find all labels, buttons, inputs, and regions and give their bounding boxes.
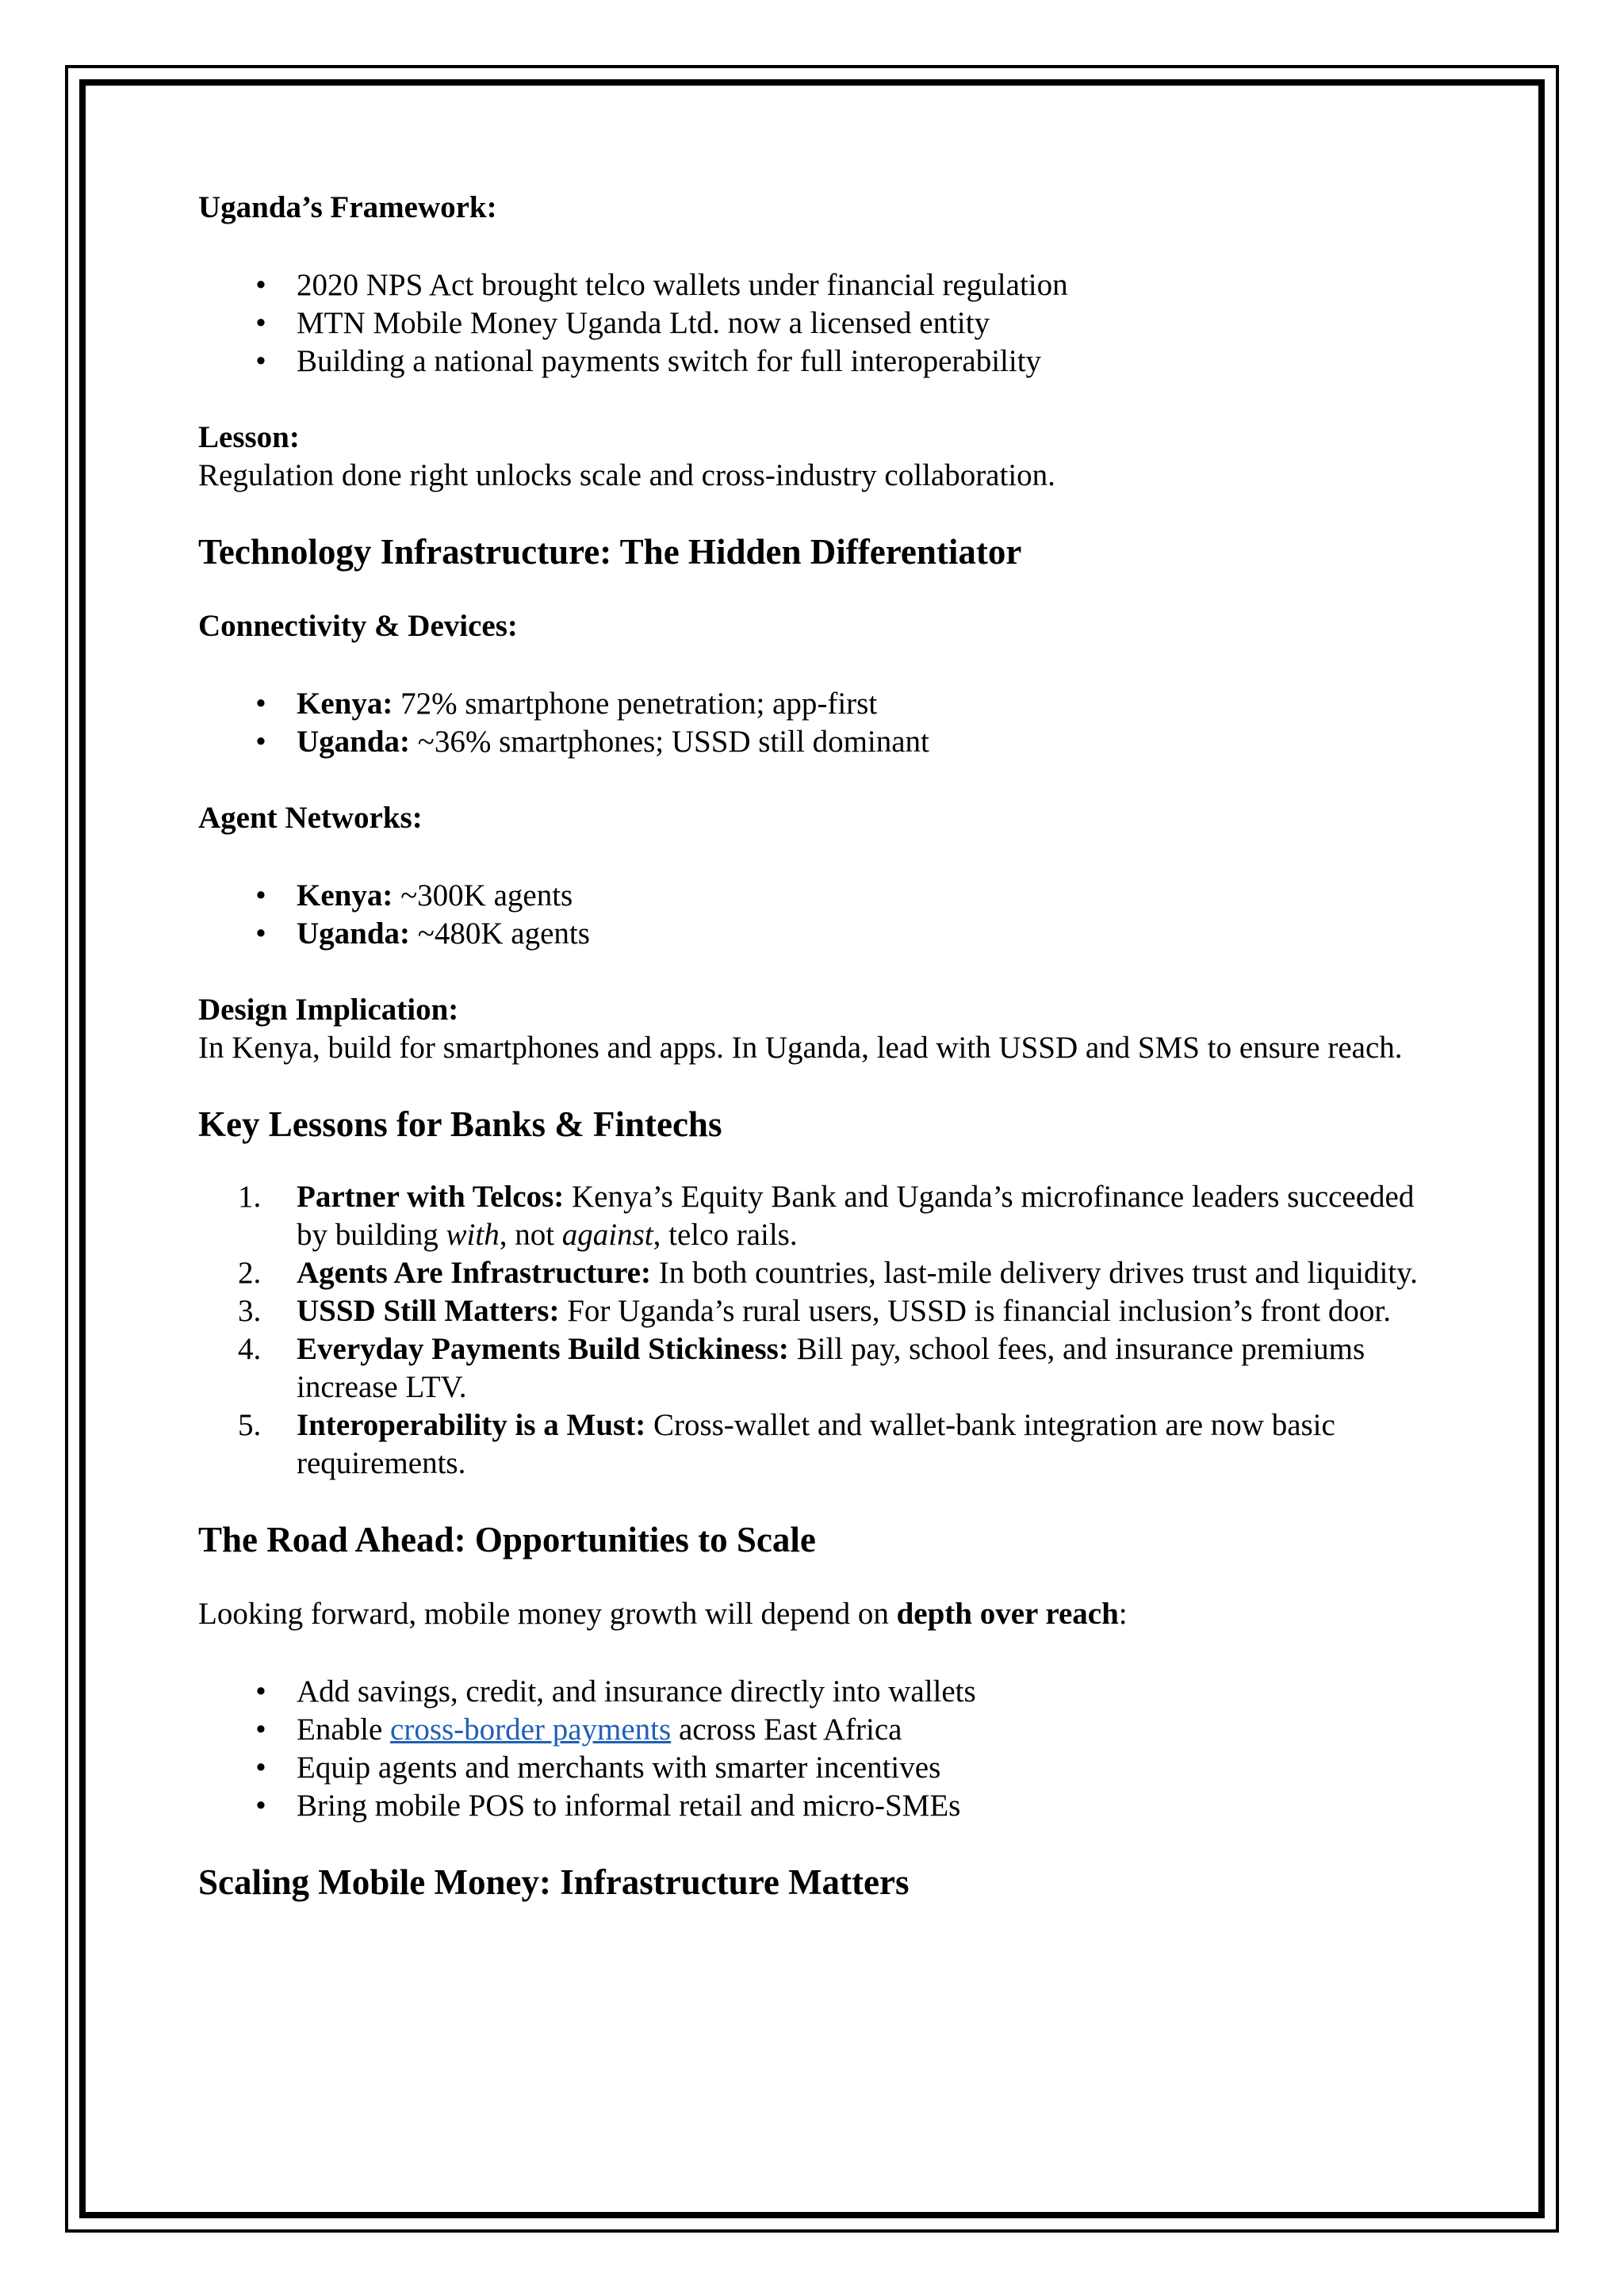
list-item: • Enable cross-border payments across East Africa <box>198 1711 1443 1749</box>
connectivity-heading: Connectivity & Devices: <box>198 609 518 643</box>
list-item: • Building a national payments switch for full interoperability <box>198 342 1443 381</box>
connectivity-list <box>198 685 1443 761</box>
list-item: 1. Partner with Telcos: Kenya’s Equity Bank and Uganda’s microfinance leaders succeeded by building with, not against, telco rails. <box>238 1180 1415 1252</box>
list-item: 2. Agents Are Infrastructure: In both countries, last-mile delivery drives trust and liquidity. <box>238 1256 1418 1290</box>
bullet-icon: • <box>255 725 266 759</box>
list-item: • Equip agents and merchants with smarter incentives <box>198 1749 1443 1787</box>
lesson-text: Regulation done right unlocks scale and cross-industry collaboration. <box>198 458 1055 492</box>
bullet-icon: • <box>255 1789 266 1823</box>
bullet-icon: • <box>255 1751 266 1785</box>
bullet-icon: • <box>255 306 266 340</box>
list-item: 4. Everyday Payments Build Stickiness: Bill pay, school fees, and insurance premiums increase LTV. <box>238 1332 1365 1404</box>
technology-heading: Technology Infrastructure: The Hidden Differentiator <box>198 532 1022 572</box>
list-item: • MTN Mobile Money Uganda Ltd. now a licensed entity <box>198 304 1443 342</box>
list-item: • Add savings, credit, and insurance directly into wallets <box>198 1673 1443 1711</box>
list-item: • Kenya: ~300K agents <box>198 877 1443 915</box>
scaling-heading: Scaling Mobile Money: Infrastructure Matters <box>198 1862 910 1902</box>
design-implication-text: In Kenya, build for smartphones and apps. In Uganda, lead with USSD and SMS to ensure reach. <box>198 1031 1403 1065</box>
ugandas-framework-list <box>198 266 1443 381</box>
list-item: • Uganda: ~36% smartphones; USSD still dominant <box>198 723 1443 761</box>
list-item: • Kenya: 72% smartphone penetration; app-first <box>198 685 1443 723</box>
road-ahead-list <box>198 1673 1443 1825</box>
design-implication-heading: Design Implication: <box>198 993 459 1027</box>
bullet-icon: • <box>255 878 266 913</box>
road-ahead-intro: Looking forward, mobile money growth will depend on depth over reach: <box>198 1597 1128 1631</box>
bullet-icon: • <box>255 1674 266 1709</box>
list-item: • 2020 NPS Act brought telco wallets under financial regulation <box>198 266 1443 304</box>
road-ahead-heading: The Road Ahead: Opportunities to Scale <box>198 1520 816 1559</box>
bullet-icon: • <box>255 1712 266 1747</box>
agent-networks-heading: Agent Networks: <box>198 801 423 835</box>
list-item: 3. USSD Still Matters: For Uganda’s rural users, USSD is financial inclusion’s front door. <box>238 1294 1392 1328</box>
bullet-icon: • <box>255 916 266 951</box>
key-lessons-heading: Key Lessons for Banks & Fintechs <box>198 1104 722 1144</box>
bullet-icon: • <box>255 687 266 721</box>
list-item: • Uganda: ~480K agents <box>198 915 1443 953</box>
document-body <box>198 189 1443 1904</box>
cross-border-payments-link[interactable]: cross-border payments <box>390 1712 672 1747</box>
key-lessons-list <box>198 1178 1443 1483</box>
list-item: 5. Interoperability is a Must: Cross-wallet and wallet-bank integration are now basic requirements. <box>238 1408 1335 1480</box>
ugandas-framework-heading: Uganda’s Framework: <box>198 190 497 224</box>
list-item: • Bring mobile POS to informal retail and micro-SMEs <box>198 1787 1443 1825</box>
bullet-icon: • <box>255 344 266 378</box>
bullet-icon: • <box>255 268 266 302</box>
agent-networks-list <box>198 877 1443 953</box>
lesson-heading: Lesson: <box>198 420 300 454</box>
